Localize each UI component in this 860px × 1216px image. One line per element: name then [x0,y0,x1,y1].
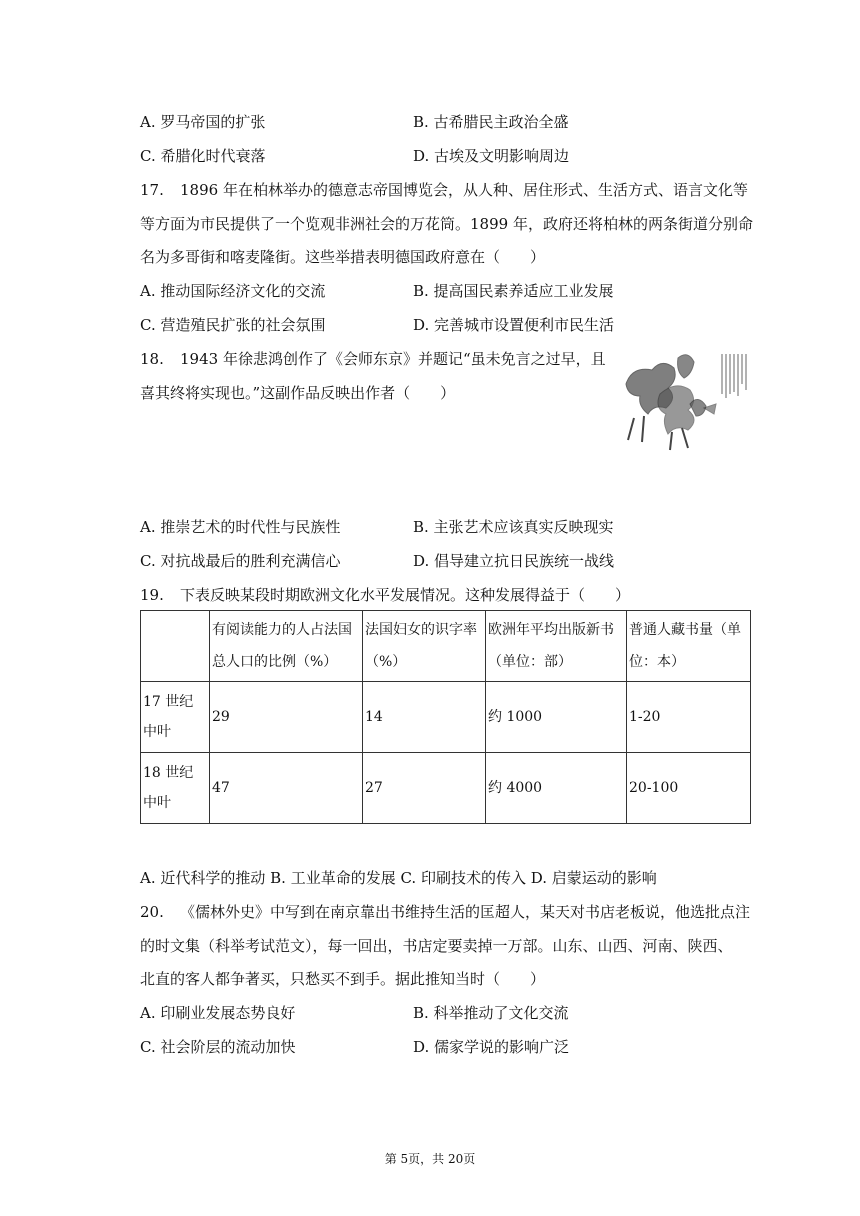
q16-option-b: B. 古希腊民主政治全盛 [413,113,569,131]
q20-option-c: C. 社会阶层的流动加快 [140,1038,296,1056]
table-row [141,753,751,824]
table-header-cell: 有阅读能力的人占法国总人口的比例（%） [210,611,363,682]
q20-stem-line-3: 北直的客人都争著买，只愁买不到手。据此推知当时（ ） [140,970,546,988]
page-footer: 第 5页，共 20页 [384,1152,476,1166]
q18-stem-line-1: 18. 1943 年徐悲鸿创作了《会师东京》并题记“虽未免言之过早，且 [140,350,606,368]
table-row [141,682,751,753]
q17-stem-line-1: 17. 1896 年在柏林举办的德意志帝国博览会，从人种、居住形式、生活方式、语言文化等 [140,181,748,199]
table-header-cell: 普通人藏书量（单位：本） [627,611,751,682]
table-header-cell: 欧洲年平均出版新书（单位：部） [486,611,627,682]
q16-option-c: C. 希腊化时代衰落 [140,147,266,165]
table-cell: 29 [210,682,363,753]
table-cell: 18 世纪中叶 [141,753,210,824]
q18-stem-line-2: 喜其终将实现也。”这副作品反映出作者（ ） [140,384,456,402]
q20-stem-line-2: 的时文集（科举考试范文），每一回出，书店定要卖掉一万部。山东、山西、河南、陕西、 [140,937,733,955]
q20-stem-line-1: 20. 《儒林外史》中写到在南京靠出书维持生活的匡超人，某天对书店老板说，他选批点注 [140,903,751,921]
q18-option-c: C. 对抗战最后的胜利充满信心 [140,552,341,570]
q20-number: 20. [140,903,164,921]
table-header-cell: 法国妇女的识字率（%） [363,611,486,682]
q17-option-b: B. 提高国民素养适应工业发展 [413,282,614,300]
q18-option-d: D. 倡导建立抗日民族统一战线 [413,552,615,570]
table-header-cell [141,611,210,682]
q17-option-d: D. 完善城市设置便利市民生活 [413,316,615,334]
table-cell: 17 世纪中叶 [141,682,210,753]
painting-illustration [618,344,750,454]
table-header-row [141,611,751,682]
q16-option-a: A. 罗马帝国的扩张 [140,113,266,131]
q20-option-d: D. 儒家学说的影响广泛 [413,1038,570,1056]
q18-number: 18. [140,350,164,368]
table-cell: 14 [363,682,486,753]
table-cell: 20-100 [627,753,751,824]
q20-option-b: B. 科举推动了文化交流 [413,1004,569,1022]
q18-option-b: B. 主张艺术应该真实反映现实 [413,518,614,536]
q17-option-c: C. 营造殖民扩张的社会氛围 [140,316,326,334]
q17-stem-line-2: 等方面为市民提供了一个览观非洲社会的万花筒。1899 年，政府还将柏林的两条街道分别命 [140,215,753,233]
table-cell: 47 [210,753,363,824]
q19-number: 19. [140,586,164,604]
q16-option-d: D. 古埃及文明影响周边 [413,147,570,165]
q17-option-a: A. 推动国际经济文化的交流 [140,282,326,300]
q19-data-table [140,610,751,824]
q17-number: 17. [140,181,164,199]
q18-option-a: A. 推崇艺术的时代性与民族性 [140,518,341,536]
q19-options: A. 近代科学的推动 B. 工业革命的发展 C. 印刷技术的传入 D. 启蒙运动的影响 [140,869,657,887]
table-cell: 约 1000 [486,682,627,753]
table-cell: 约 4000 [486,753,627,824]
q20-option-a: A. 印刷业发展态势良好 [140,1004,296,1022]
table-cell: 1-20 [627,682,751,753]
q19-stem: 19. 下表反映某段时期欧洲文化水平发展情况。这种发展得益于（ ） [140,586,631,604]
q17-stem-line-3: 名为多哥街和喀麦隆街。这些举措表明德国政府意在（ ） [140,248,546,266]
table-cell: 27 [363,753,486,824]
